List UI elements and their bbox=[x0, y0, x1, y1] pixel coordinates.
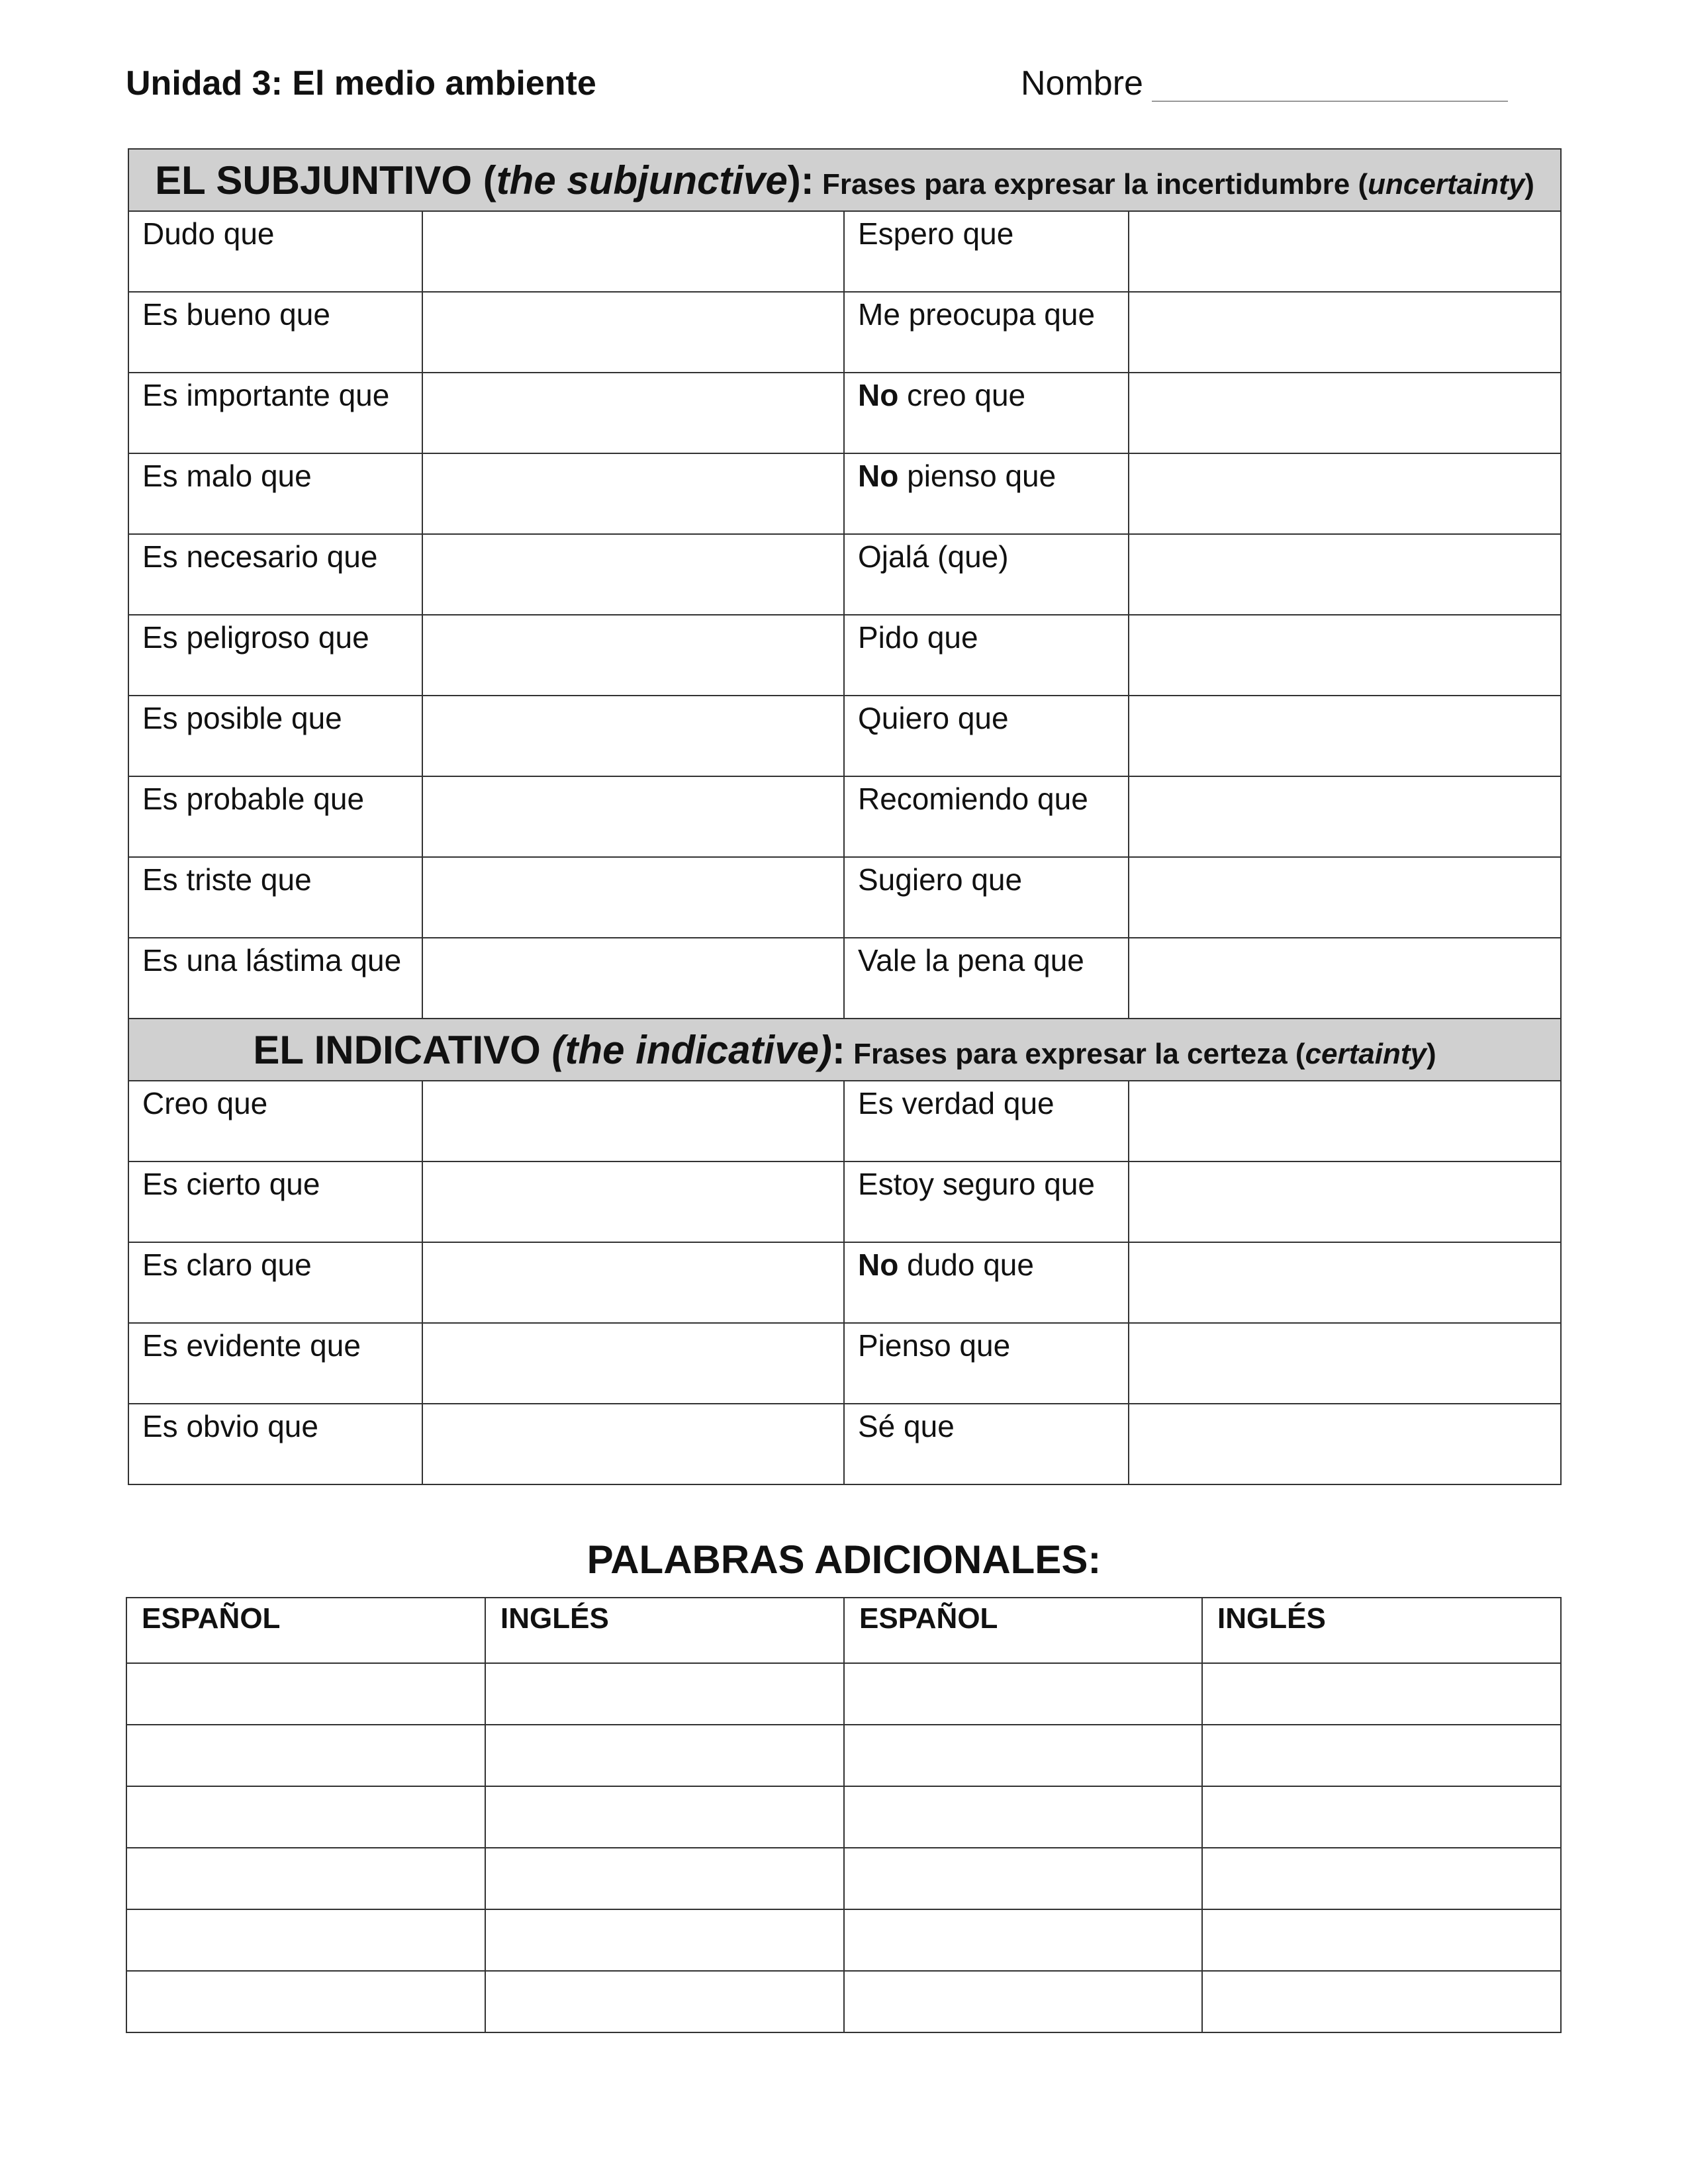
phrase-cell: Estoy seguro que bbox=[844, 1161, 1129, 1242]
answer-cell[interactable] bbox=[422, 292, 844, 373]
phrase-cell: Creo que bbox=[128, 1081, 422, 1161]
word-cell[interactable] bbox=[844, 1909, 1202, 1971]
phrase-cell: Es claro que bbox=[128, 1242, 422, 1323]
answer-cell[interactable] bbox=[1129, 1404, 1561, 1484]
word-cell[interactable] bbox=[485, 1909, 844, 1971]
answer-cell[interactable] bbox=[422, 1161, 844, 1242]
word-cell[interactable] bbox=[485, 1725, 844, 1786]
phrase-cell: Es posible que bbox=[128, 696, 422, 776]
word-cell[interactable] bbox=[1202, 1909, 1561, 1971]
answer-cell[interactable] bbox=[1129, 776, 1561, 857]
unit-title: Unidad 3: El medio ambiente bbox=[126, 64, 596, 103]
phrase-cell: Es una lástima que bbox=[128, 938, 422, 1019]
table-header-row bbox=[126, 1598, 1561, 1663]
word-cell[interactable] bbox=[126, 1663, 485, 1725]
word-cell[interactable] bbox=[126, 1848, 485, 1909]
table-row bbox=[126, 1909, 1561, 1971]
phrase-cell: Es obvio que bbox=[128, 1404, 422, 1484]
answer-cell[interactable] bbox=[422, 615, 844, 696]
word-cell[interactable] bbox=[485, 1663, 844, 1725]
table-row bbox=[126, 1786, 1561, 1848]
word-cell[interactable] bbox=[844, 1848, 1202, 1909]
phrase-cell: Es cierto que bbox=[128, 1161, 422, 1242]
name-label: Nombre bbox=[1021, 64, 1143, 103]
table-row bbox=[126, 1663, 1561, 1725]
answer-cell[interactable] bbox=[422, 857, 844, 938]
phrase-cell: Es malo que bbox=[128, 453, 422, 534]
answer-cell[interactable] bbox=[422, 696, 844, 776]
answer-cell[interactable] bbox=[1129, 1242, 1561, 1323]
answer-cell[interactable] bbox=[1129, 1323, 1561, 1404]
indicative-title: EL INDICATIVO (the indicative): bbox=[253, 1027, 845, 1072]
phrase-cell: Dudo que bbox=[128, 211, 422, 292]
phrase-cell: Me preocupa que bbox=[844, 292, 1129, 373]
phrase-cell: Pido que bbox=[844, 615, 1129, 696]
table-row bbox=[128, 1404, 1561, 1484]
answer-cell[interactable] bbox=[422, 373, 844, 453]
word-cell[interactable] bbox=[1202, 1971, 1561, 2032]
table-row bbox=[128, 776, 1561, 857]
answer-cell[interactable] bbox=[422, 453, 844, 534]
page-header bbox=[126, 64, 1516, 116]
column-header-english: INGLÉS bbox=[1202, 1598, 1561, 1663]
word-cell[interactable] bbox=[126, 1909, 485, 1971]
table-row bbox=[128, 292, 1561, 373]
answer-cell[interactable] bbox=[1129, 615, 1561, 696]
answer-cell[interactable] bbox=[1129, 1081, 1561, 1161]
phrase-cell: No dudo que bbox=[844, 1242, 1129, 1323]
answer-cell[interactable] bbox=[1129, 696, 1561, 776]
word-cell[interactable] bbox=[485, 1786, 844, 1848]
phrase-cell: Recomiendo que bbox=[844, 776, 1129, 857]
subjunctive-header-row bbox=[128, 149, 1561, 211]
table-row bbox=[128, 696, 1561, 776]
word-cell[interactable] bbox=[126, 1725, 485, 1786]
word-cell[interactable] bbox=[844, 1971, 1202, 2032]
subjunctive-title: EL SUBJUNTIVO (the subjunctive): bbox=[155, 158, 814, 203]
answer-cell[interactable] bbox=[1129, 292, 1561, 373]
answer-cell[interactable] bbox=[422, 1081, 844, 1161]
phrase-cell: Quiero que bbox=[844, 696, 1129, 776]
phrases-table bbox=[128, 148, 1562, 1485]
word-cell[interactable] bbox=[844, 1786, 1202, 1848]
table-row bbox=[128, 1081, 1561, 1161]
phrase-cell: No pienso que bbox=[844, 453, 1129, 534]
phrase-cell: Es peligroso que bbox=[128, 615, 422, 696]
phrase-cell: Es evidente que bbox=[128, 1323, 422, 1404]
table-row bbox=[126, 1725, 1561, 1786]
table-row bbox=[128, 1242, 1561, 1323]
answer-cell[interactable] bbox=[422, 211, 844, 292]
word-cell[interactable] bbox=[844, 1725, 1202, 1786]
phrase-cell: Es importante que bbox=[128, 373, 422, 453]
phrase-cell: Vale la pena que bbox=[844, 938, 1129, 1019]
answer-cell[interactable] bbox=[1129, 453, 1561, 534]
word-cell[interactable] bbox=[1202, 1786, 1561, 1848]
phrase-cell: Ojalá (que) bbox=[844, 534, 1129, 615]
answer-cell[interactable] bbox=[1129, 857, 1561, 938]
table-row bbox=[128, 373, 1561, 453]
table-row bbox=[128, 534, 1561, 615]
word-cell[interactable] bbox=[485, 1971, 844, 2032]
word-cell[interactable] bbox=[126, 1786, 485, 1848]
additional-words-title: PALABRAS ADICIONALES: bbox=[586, 1537, 1102, 1582]
phrase-cell: Espero que bbox=[844, 211, 1129, 292]
answer-cell[interactable] bbox=[422, 534, 844, 615]
table-row bbox=[128, 857, 1561, 938]
phrase-cell: Pienso que bbox=[844, 1323, 1129, 1404]
indicative-subtitle: Frases para expresar la certeza (certainty) bbox=[845, 1037, 1436, 1070]
table-row bbox=[128, 938, 1561, 1019]
word-cell[interactable] bbox=[1202, 1725, 1561, 1786]
subjunctive-subtitle: Frases para expresar la incertidumbre (uncertainty) bbox=[814, 167, 1534, 201]
phrase-cell: Es necesario que bbox=[128, 534, 422, 615]
table-row bbox=[128, 1161, 1561, 1242]
phrase-cell: Es bueno que bbox=[128, 292, 422, 373]
subjunctive-header bbox=[128, 149, 1561, 211]
name-field-line[interactable] bbox=[1152, 101, 1508, 102]
phrase-cell: Es probable que bbox=[128, 776, 422, 857]
word-cell[interactable] bbox=[844, 1663, 1202, 1725]
table-row bbox=[128, 1323, 1561, 1404]
answer-cell[interactable] bbox=[422, 1404, 844, 1484]
column-header-spanish: ESPAÑOL bbox=[126, 1598, 485, 1663]
word-cell[interactable] bbox=[1202, 1663, 1561, 1725]
answer-cell[interactable] bbox=[1129, 938, 1561, 1019]
column-header-english: INGLÉS bbox=[485, 1598, 844, 1663]
answer-cell[interactable] bbox=[422, 1323, 844, 1404]
table-row bbox=[128, 615, 1561, 696]
phrase-cell: Es verdad que bbox=[844, 1081, 1129, 1161]
phrase-cell: Es triste que bbox=[128, 857, 422, 938]
answer-cell[interactable] bbox=[422, 938, 844, 1019]
table-row bbox=[126, 1971, 1561, 2032]
phrase-cell: No creo que bbox=[844, 373, 1129, 453]
table-row bbox=[126, 1848, 1561, 1909]
answer-cell[interactable] bbox=[1129, 373, 1561, 453]
indicative-header-row bbox=[128, 1019, 1561, 1081]
answer-cell[interactable] bbox=[1129, 211, 1561, 292]
phrase-cell: Sugiero que bbox=[844, 857, 1129, 938]
additional-words-table bbox=[126, 1597, 1562, 2033]
answer-cell[interactable] bbox=[1129, 1161, 1561, 1242]
answer-cell[interactable] bbox=[422, 1242, 844, 1323]
phrase-cell: Sé que bbox=[844, 1404, 1129, 1484]
indicative-header bbox=[128, 1019, 1561, 1081]
word-cell[interactable] bbox=[126, 1971, 485, 2032]
table-row bbox=[128, 211, 1561, 292]
answer-cell[interactable] bbox=[422, 776, 844, 857]
answer-cell[interactable] bbox=[1129, 534, 1561, 615]
table-row bbox=[128, 453, 1561, 534]
word-cell[interactable] bbox=[485, 1848, 844, 1909]
word-cell[interactable] bbox=[1202, 1848, 1561, 1909]
column-header-spanish: ESPAÑOL bbox=[844, 1598, 1202, 1663]
